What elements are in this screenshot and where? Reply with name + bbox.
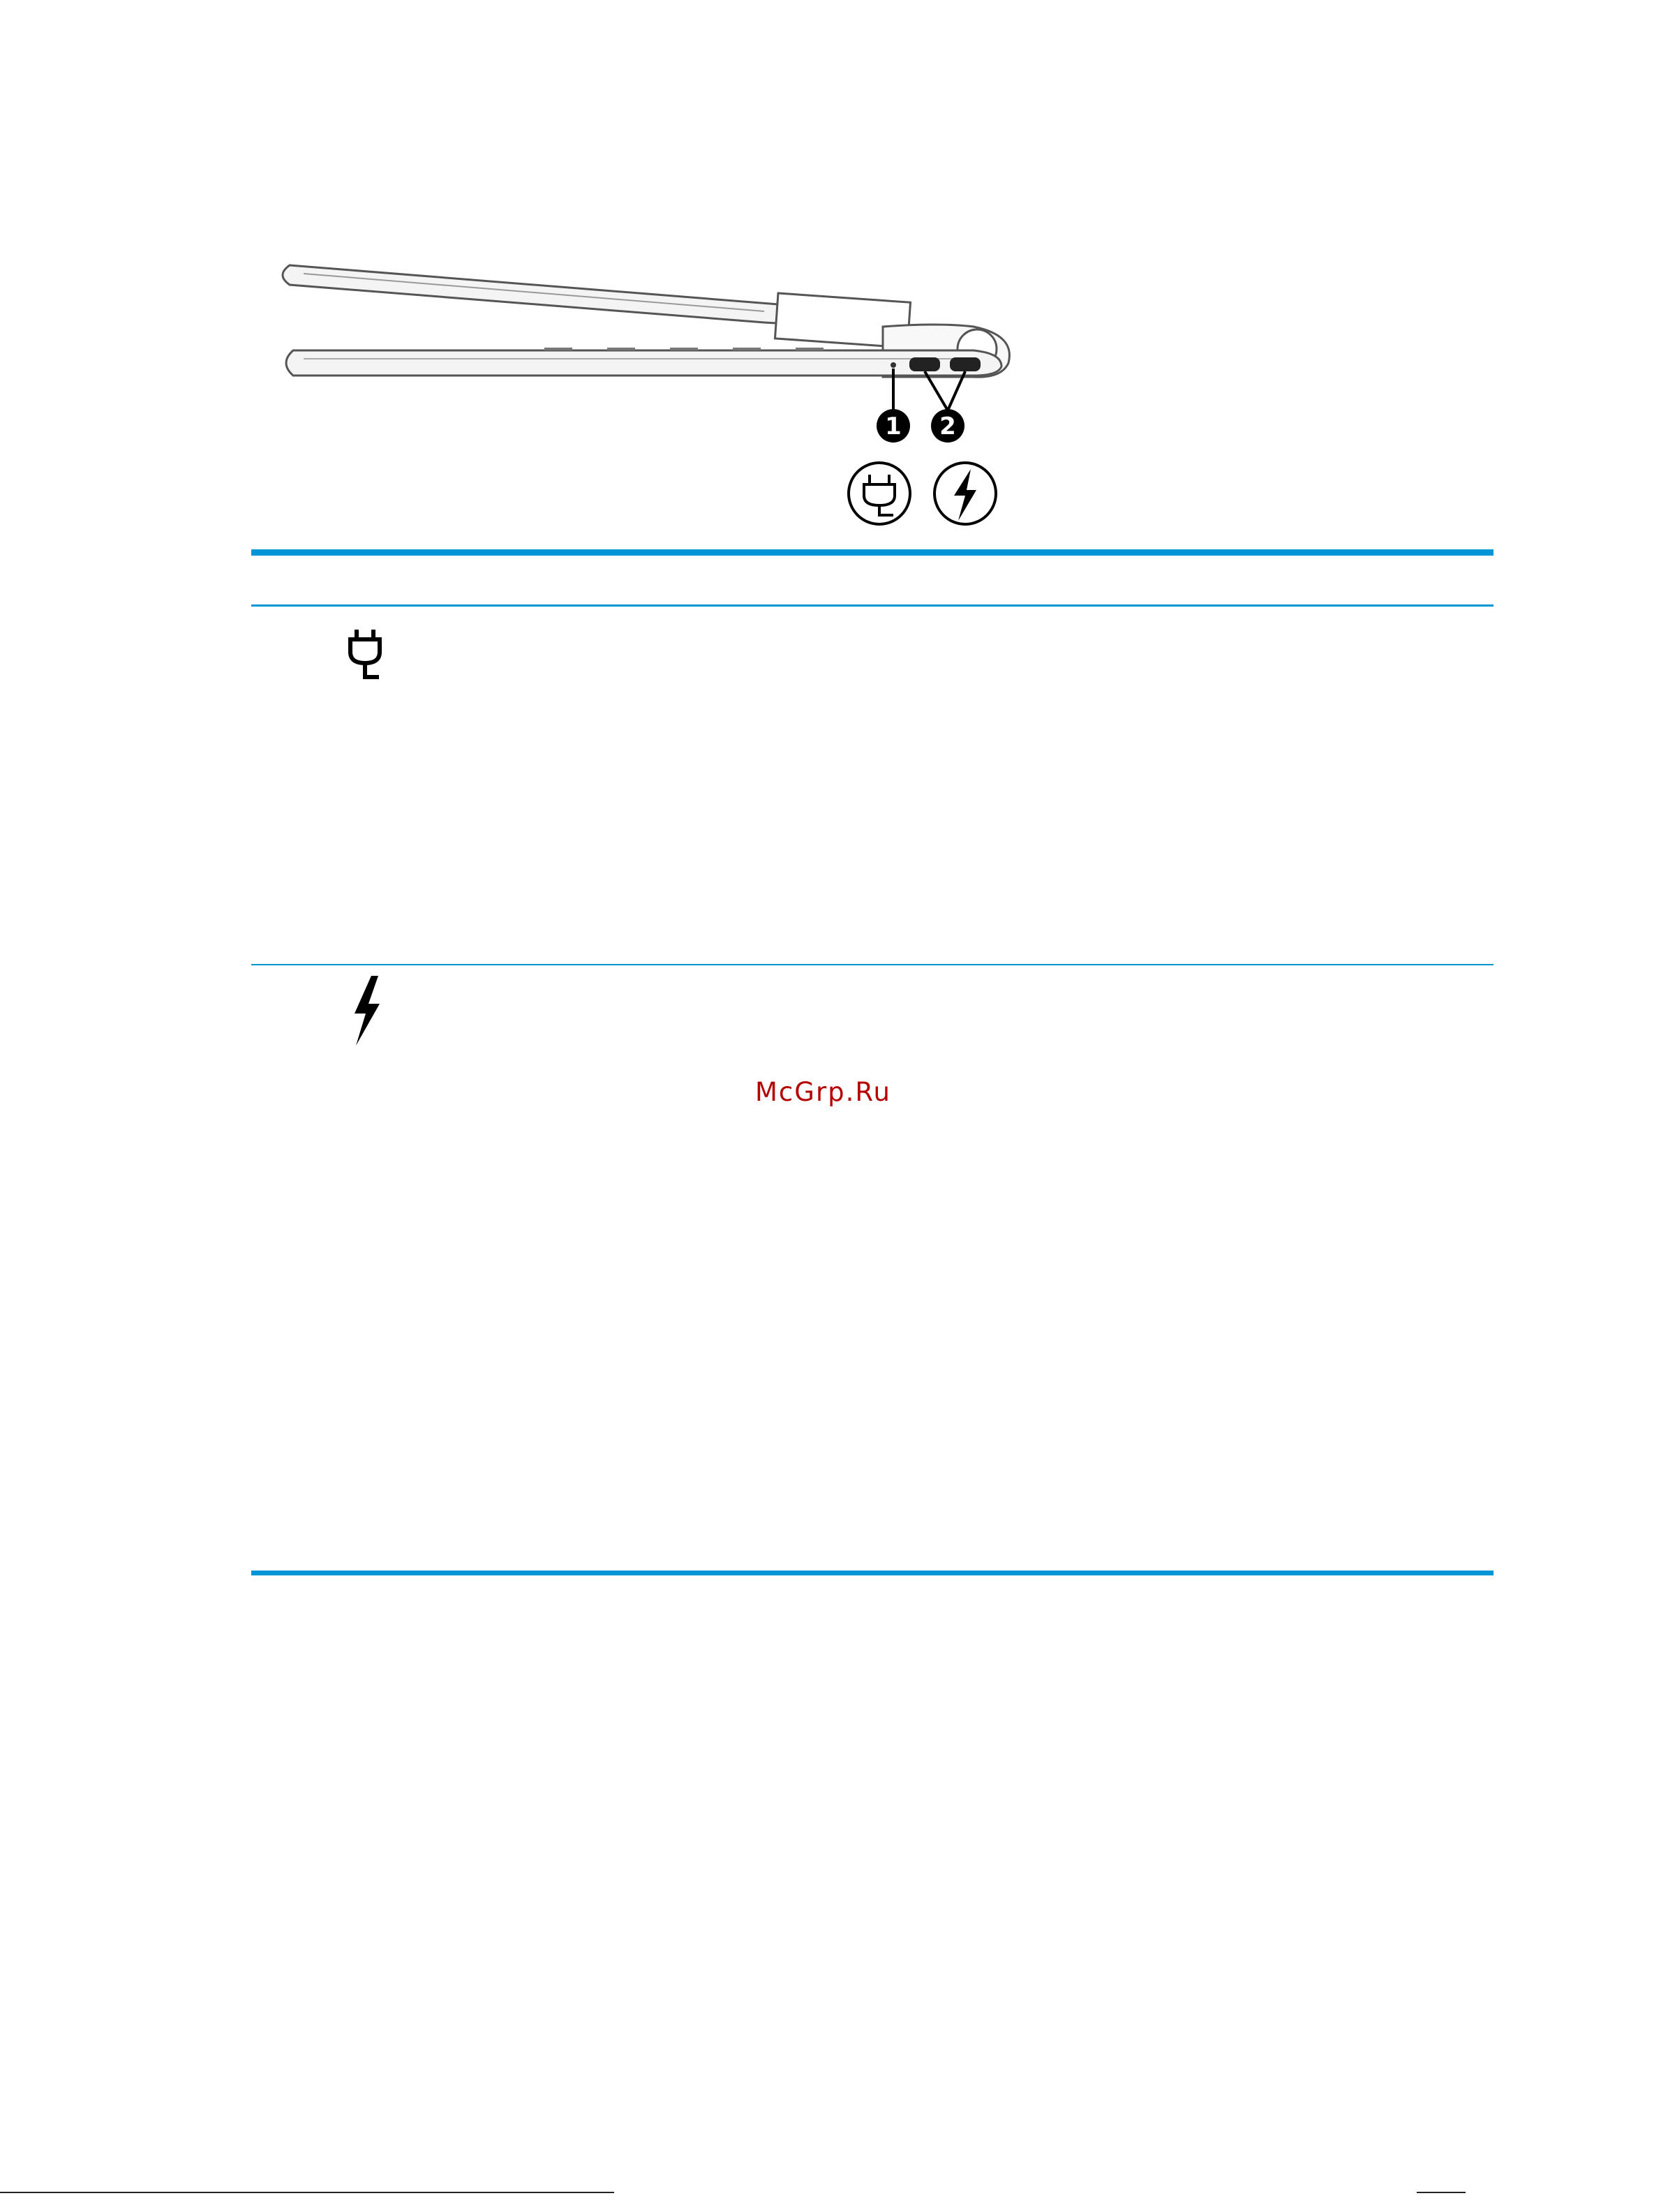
footer-line-left: [0, 2192, 614, 2193]
callout-2: [931, 409, 964, 443]
callout-1: [877, 409, 910, 443]
thunderbolt-icon: [352, 976, 382, 1046]
table-row-divider: [251, 964, 1494, 965]
power-plug-icon: [346, 628, 384, 684]
svg-text:2: 2: [939, 413, 956, 440]
watermark: McGrp.Ru: [755, 1077, 891, 1107]
table-top-rule: [251, 549, 1494, 556]
power-plug-icon: [849, 463, 910, 524]
laptop-side-view-illustration: [276, 244, 1071, 530]
table-header-rule: [251, 604, 1494, 607]
svg-text:1: 1: [885, 413, 902, 440]
thunderbolt-icon: [934, 463, 996, 524]
table-bottom-rule: [251, 1571, 1494, 1575]
footer-line-right: [1417, 2192, 1466, 2193]
